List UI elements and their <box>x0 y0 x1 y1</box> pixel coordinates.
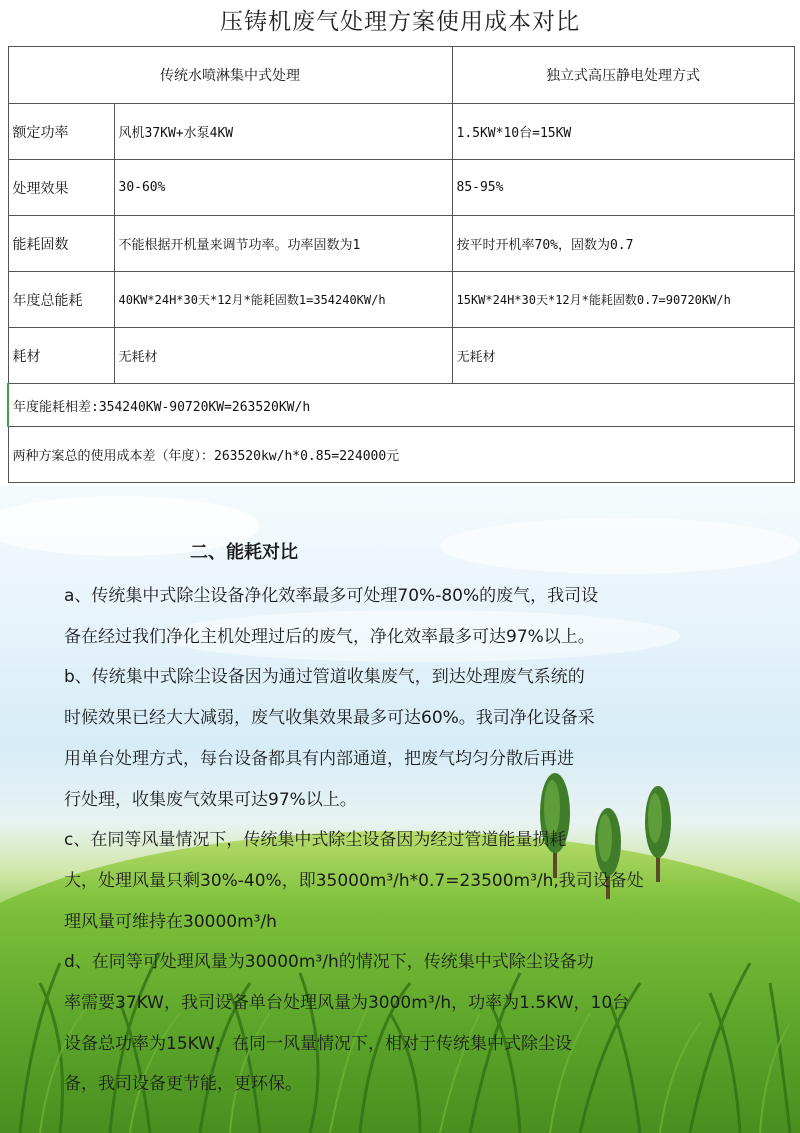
cell-independent: 85-95% <box>452 160 794 216</box>
cell-traditional: 30-60% <box>114 160 452 216</box>
row-label: 耗材 <box>8 328 114 384</box>
summary-cost-difference: 两种方案总的使用成本差（年度）：263520kw/h*0.85=224000元 <box>8 427 794 483</box>
paragraph-line: c、在同等风量情况下，传统集中式除尘设备因为经过管道能量损耗 <box>64 830 567 851</box>
cell-traditional: 40KW*24H*30天*12月*能耗固数1=354240KW/h <box>114 272 452 328</box>
cell-independent: 按平时开机率70%，固数为0.7 <box>452 216 794 272</box>
summary-row-energy-difference <box>8 384 794 427</box>
cost-comparison-table-section <box>0 0 800 486</box>
table-header-row <box>8 47 794 104</box>
table-row <box>8 328 794 384</box>
cell-traditional: 不能根据开机量来调节功率。功率固数为1 <box>114 216 452 272</box>
row-label: 额定功率 <box>8 104 114 160</box>
cell-independent: 15KW*24H*30天*12月*能耗固数0.7=90720KW/h <box>452 272 794 328</box>
row-label: 年度总能耗 <box>8 272 114 328</box>
paragraph-line: a、传统集中式除尘设备净化效率最多可处理70%-80%的废气，我司设 <box>64 586 599 606</box>
paragraph-line: 备，我司设备更节能，更环保。 <box>64 1074 302 1095</box>
paragraph-line: 大，处理风量只剩30%-40%，即35000m³/h*0.7=23500m³/h,我司设备处 <box>64 870 644 891</box>
summary-row-cost-difference <box>8 427 794 483</box>
document-title: 压铸机废气处理方案使用成本对比 <box>220 9 580 35</box>
section-heading: 二、能耗对比 <box>190 542 298 563</box>
paragraph-line: 设备总功率为15KW，在同一风量情况下，相对于传统集中式除尘设 <box>64 1033 572 1054</box>
header-traditional: 传统水喷淋集中式处理 <box>8 47 452 104</box>
meadow-background <box>0 486 800 1133</box>
paragraph-line: 理风量可维持在30000m³/h <box>64 911 277 932</box>
table-row <box>8 272 794 328</box>
cell-independent: 无耗材 <box>452 328 794 384</box>
paragraph-line: 用单台处理方式，每台设备都具有内部通道，把废气均匀分散后再进 <box>64 748 574 769</box>
row-label: 能耗固数 <box>8 216 114 272</box>
table-row <box>8 104 794 160</box>
paragraph-line: b、传统集中式除尘设备因为通过管道收集废气，到达处理废气系统的 <box>64 667 585 688</box>
header-independent: 独立式高压静电处理方式 <box>452 47 794 104</box>
row-label: 处理效果 <box>8 160 114 216</box>
paragraph-line: 率需要37KW，我司设备单台处理风量为3000m³/h，功率为1.5KW，10台 <box>64 993 630 1014</box>
paragraph-line: d、在同等可处理风量为30000m³/h的情况下，传统集中式除尘设备功 <box>64 952 594 973</box>
cell-independent: 1.5KW*10台=15KW <box>452 104 794 160</box>
summary-energy-difference: 年度能耗相差:354240KW-90720KW=263520KW/h <box>8 384 794 427</box>
paragraph-line: 行处理，收集废气效果可达97%以上。 <box>64 789 357 810</box>
table-row <box>8 216 794 272</box>
energy-comparison-paragraph <box>64 576 724 1105</box>
paragraph-line: 备在经过我们净化主机处理过后的废气，净化效率最多可达97%以上。 <box>64 626 595 647</box>
table-row <box>8 160 794 216</box>
cost-comparison-table <box>7 46 795 483</box>
cell-traditional: 无耗材 <box>114 328 452 384</box>
paragraph-line: 时候效果已经大大减弱，废气收集效果最多可达60%。我司净化设备采 <box>64 708 595 729</box>
cell-traditional: 风机37KW+水泵4KW <box>114 104 452 160</box>
